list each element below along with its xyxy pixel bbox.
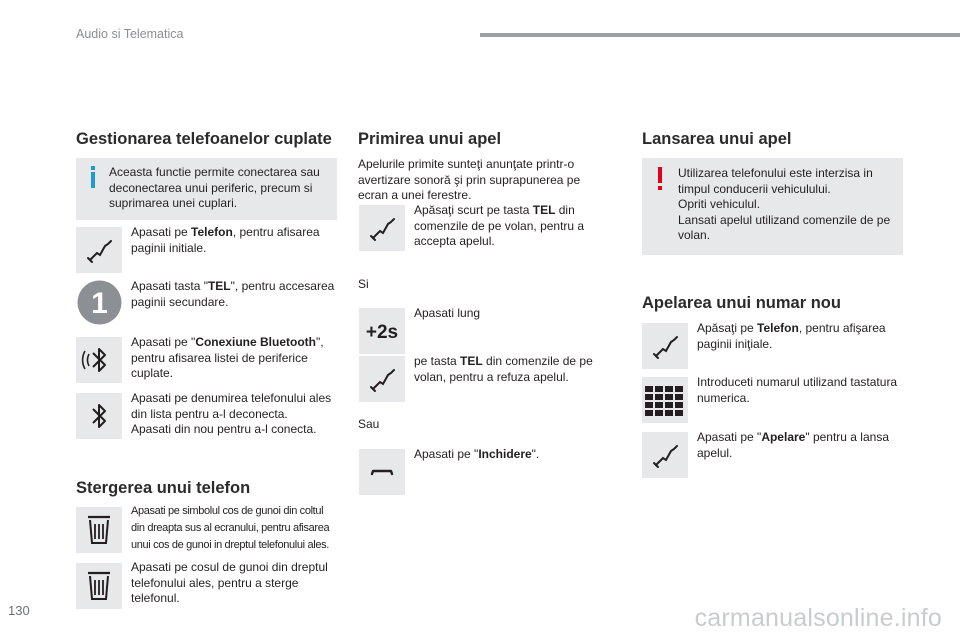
header-bar	[480, 33, 960, 37]
sau-text: Sau	[358, 417, 380, 431]
phone-handset-icon	[359, 356, 405, 402]
trash-icon-box	[76, 563, 122, 609]
phone-icon-box	[642, 432, 688, 478]
warning-note	[642, 158, 903, 255]
phone-handset-icon	[76, 227, 122, 273]
info-note	[76, 158, 337, 220]
phone-icon-box	[76, 227, 122, 273]
long-press-text: Apasati lung	[414, 306, 481, 320]
accept-text: Apăsaţi scurt pe tasta TEL din comenzile de pe volan, pentru a accepta apelul.	[414, 203, 585, 248]
keypad-icon	[642, 377, 688, 423]
long-press-icon	[359, 308, 405, 354]
bluetooth-connect-icon-box	[76, 337, 122, 383]
phone-icon-box	[359, 356, 405, 402]
hang-up-icon-box	[359, 449, 405, 495]
hangup-text: Apasati pe "Inchidere".	[414, 447, 540, 461]
step-number-badge	[77, 280, 122, 325]
bluetooth-icon	[76, 393, 122, 439]
warning-icon	[657, 167, 663, 191]
delete-title: Stergerea unui telefon	[76, 479, 251, 497]
svg-text:1: 1	[91, 287, 108, 320]
bluetooth-device-icon-box	[76, 393, 122, 439]
col2-title: Primirea unui apel	[358, 130, 502, 148]
section-header-title: Audio si Telematica	[76, 27, 184, 41]
delete1-text: Apasati pe simbolul cos de gunoi din coltul din dreapta sus al ecranului, pentru afisarea unui cos de gunoi in dreptul telefonului ales.	[131, 505, 330, 551]
phone-icon-box	[359, 205, 405, 251]
warning-note-text: Utilizarea telefonului este interzisa in timpul conducerii vehiculului. Opriti vehiculul. Lansati apelul utilizand comenzile de pe volan.	[678, 166, 891, 242]
trash-bin-icon	[76, 507, 122, 553]
refuse-text: pe tasta TEL din comenzile de pe volan, pentru a refuza apelul.	[414, 354, 593, 384]
col1-title: Gestionarea telefoanelor cuplate	[76, 130, 332, 148]
dial-title: Apelarea unui numar nou	[642, 294, 841, 312]
step4-text: Apasati pe denumirea telefonului ales din lista pentru a-l deconecta. Apasati din nou pentru a-l conecta.	[131, 391, 332, 436]
dial1-text: Apăsaţi pe Telefon, pentru afişarea paginii iniţiale.	[697, 321, 886, 351]
keypad-icon-box	[642, 377, 688, 423]
info-icon	[88, 166, 98, 188]
phone-handset-icon	[642, 323, 688, 369]
info-note-text: Aceasta functie permite conectarea sau deconectarea unui periferic, precum si suprimarea unei cuplari.	[109, 165, 320, 210]
hang-up-icon	[359, 449, 405, 495]
phone-handset-icon	[642, 432, 688, 478]
step3-text: Apasati pe "Conexiune Bluetooth", pentru afisarea listei de periferice cuplate.	[131, 335, 324, 380]
receive-intro: Apelurile primite sunteţi anunţate printr-o avertizare sonoră şi prin suprapunerea pe ecran a unei ferestre.	[358, 157, 581, 202]
trash-bin-icon	[76, 563, 122, 609]
long-press-icon-box	[359, 308, 405, 354]
step1-text: Apasati pe Telefon, pentru afisarea paginii initiale.	[131, 225, 320, 255]
phone-icon-box	[642, 323, 688, 369]
step2-text: Apasati tasta "TEL", pentru accesarea paginii secundare.	[131, 279, 335, 309]
bluetooth-icon	[76, 337, 122, 383]
watermark: carmanualsonline.info	[694, 604, 942, 632]
dial3-text: Apasati pe "Apelare" pentru a lansa apelul.	[697, 430, 889, 460]
delete2-text: Apasati pe cosul de gunoi din dreptul telefonului ales, pentru a sterge telefonul.	[131, 560, 328, 605]
svg-text:+2s: +2s	[365, 322, 399, 343]
page-number: 130	[8, 603, 30, 618]
phone-handset-icon	[359, 205, 405, 251]
trash-icon-box	[76, 507, 122, 553]
dial2-text: Introduceti numarul utilizand tastatura numerica.	[697, 375, 898, 405]
col3-title: Lansarea unui apel	[642, 130, 792, 148]
si-text: Si	[358, 277, 369, 291]
